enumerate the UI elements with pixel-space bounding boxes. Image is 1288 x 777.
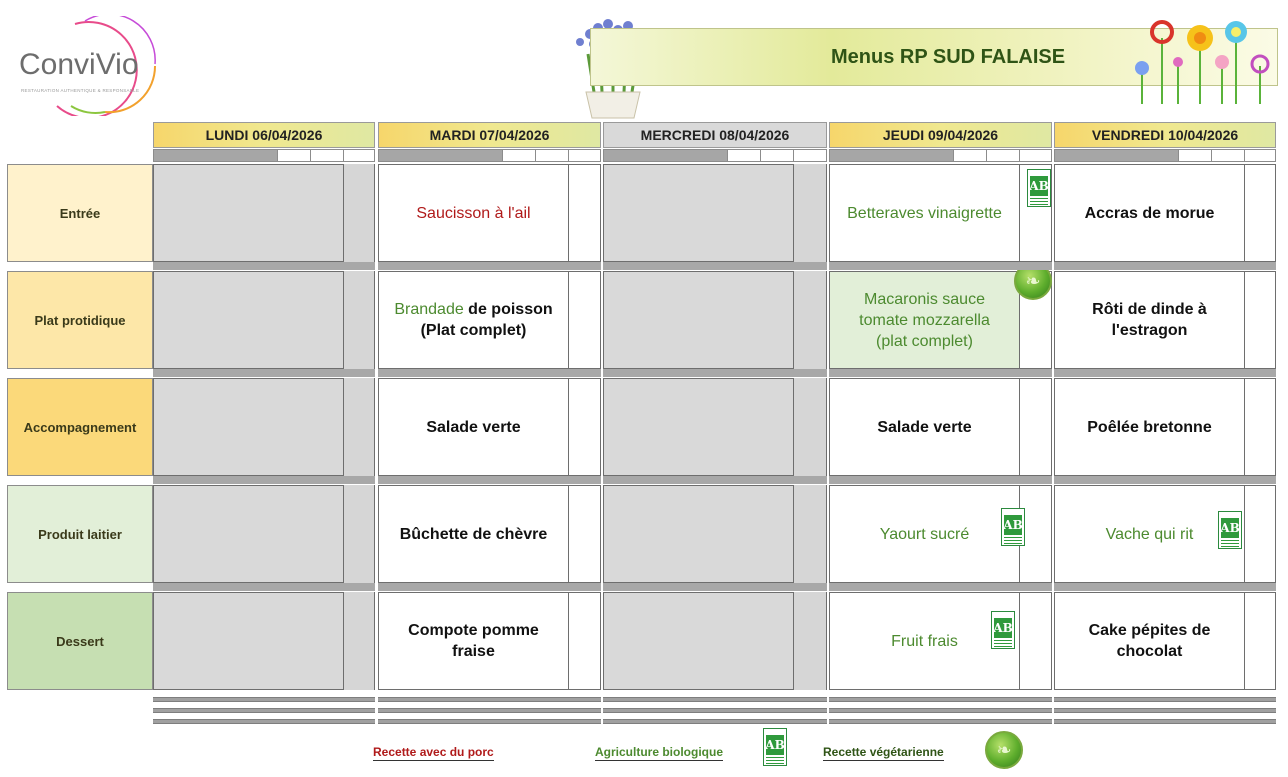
dish-name: Yaourt sucré (879, 525, 970, 543)
legend-bio: Agriculture biologique (595, 745, 723, 759)
menu-cell-mardi-laitier (378, 485, 601, 583)
menu-cell-lundi-laitier (153, 485, 375, 583)
row-separator (153, 583, 375, 591)
bio-ab-icon: AB (1027, 169, 1051, 207)
category-dessert: Dessert (7, 592, 153, 690)
menu-cell-jeudi-entree (829, 164, 1052, 262)
row-separator (829, 262, 1052, 270)
day-header-mercredi: MERCREDI 08/04/2026 (603, 122, 827, 148)
menu-cell-mercredi-entree (603, 164, 827, 262)
footer-bands (153, 690, 1276, 726)
legend-veg: Recette végétarienne (823, 745, 944, 759)
day-substrip (378, 149, 601, 162)
row-separator (1054, 583, 1276, 591)
menu-cell-vendredi-laitier (1054, 485, 1276, 583)
category-produit-laitier: Produit laitier (7, 485, 153, 583)
day-header-vendredi: VENDREDI 10/04/2026 (1054, 122, 1276, 148)
dish-name: Cake pépites de chocolat (1088, 622, 1211, 660)
dish-name: Salade verte (877, 418, 972, 436)
category-accompagnement: Accompagnement (7, 378, 153, 476)
menu-cell-jeudi-laitier (829, 485, 1052, 583)
row-separator (378, 262, 601, 270)
category-plat-protidique: Plat protidique (7, 271, 153, 369)
menu-cell-mercredi-plat (603, 271, 827, 369)
dish-name: Vache qui rit (1105, 525, 1194, 543)
bio-ab-icon: AB (1218, 511, 1242, 549)
menu-cell-jeudi-accompagnement (829, 378, 1052, 476)
menu-cell-mercredi-dessert (603, 592, 827, 690)
row-separator (603, 262, 827, 270)
menu-cell-jeudi-dessert (829, 592, 1052, 690)
menu-cell-mardi-dessert (378, 592, 601, 690)
convivio-logo (15, 16, 165, 116)
legend-bio-ab-icon: AB (763, 728, 787, 766)
day-substrip (829, 149, 1052, 162)
dish-name: Betteraves vinaigrette (847, 204, 1002, 222)
day-substrip (603, 149, 827, 162)
logo-tagline: RESTAURATION AUTHENTIQUE & RESPONSABLE (21, 88, 140, 93)
row-separator (378, 369, 601, 377)
row-separator (603, 476, 827, 484)
legend-pork: Recette avec du porc (373, 745, 494, 759)
row-separator (153, 262, 375, 270)
row-separator (603, 583, 827, 591)
legend-vegetarian-icon: ❧ (985, 731, 1023, 769)
page-title: Menus RP SUD FALAISE (831, 46, 1066, 68)
day-header-jeudi: JEUDI 09/04/2026 (829, 122, 1052, 148)
day-header-lundi: LUNDI 06/04/2026 (153, 122, 375, 148)
flowers-icon (1130, 18, 1278, 108)
menu-cell-vendredi-dessert (1054, 592, 1276, 690)
dish-name: Rôti de dinde à l'estragon (1092, 301, 1207, 339)
row-separator (378, 583, 601, 591)
logo-name: ConviVio (19, 48, 139, 81)
bio-ab-icon: AB (1001, 508, 1025, 546)
row-separator (829, 476, 1052, 484)
menu-cell-mardi-plat (378, 271, 601, 369)
menu-cell-vendredi-accompagnement (1054, 378, 1276, 476)
dish-name-bio-part: Brandade (394, 301, 464, 318)
dish-name: Poêlée bretonne (1087, 418, 1212, 436)
menu-cell-vendredi-plat (1054, 271, 1276, 369)
row-separator (1054, 476, 1276, 484)
row-separator (1054, 262, 1276, 270)
dish-name-line2: (Plat complet) (420, 322, 527, 339)
row-separator (153, 369, 375, 377)
menu-cell-lundi-entree (153, 164, 375, 262)
row-separator (153, 476, 375, 484)
dish-name: Macaronis sauce tomate mozzarella (plat complet) (859, 290, 990, 350)
row-separator (829, 369, 1052, 377)
row-separator (1054, 369, 1276, 377)
menu-cell-lundi-accompagnement (153, 378, 375, 476)
menu-cell-jeudi-plat (829, 271, 1052, 369)
bio-ab-icon: AB (991, 611, 1015, 649)
vegetarian-icon: ❧ (1014, 262, 1052, 300)
row-separator (829, 583, 1052, 591)
menu-cell-lundi-dessert (153, 592, 375, 690)
menu-cell-mardi-entree (378, 164, 601, 262)
row-separator (603, 369, 827, 377)
day-substrip (153, 149, 375, 162)
dish-name: Fruit frais (891, 632, 958, 650)
menu-cell-lundi-plat (153, 271, 375, 369)
menu-cell-vendredi-entree (1054, 164, 1276, 262)
dish-name: Accras de morue (1084, 204, 1215, 222)
dish-name (379, 272, 568, 368)
dish-name-rest: de poisson (463, 301, 553, 318)
row-separator (378, 476, 601, 484)
day-substrip (1054, 149, 1276, 162)
menu-cell-mercredi-laitier (603, 485, 827, 583)
menu-cell-mercredi-accompagnement (603, 378, 827, 476)
category-entree: Entrée (7, 164, 153, 262)
dish-name: Saucisson à l'ail (416, 204, 531, 222)
dish-name: Salade verte (426, 418, 521, 436)
dish-name: Bûchette de chèvre (399, 525, 548, 543)
menu-cell-mardi-accompagnement (378, 378, 601, 476)
dish-name: Compote pomme fraise (408, 622, 539, 660)
day-header-mardi: MARDI 07/04/2026 (378, 122, 601, 148)
